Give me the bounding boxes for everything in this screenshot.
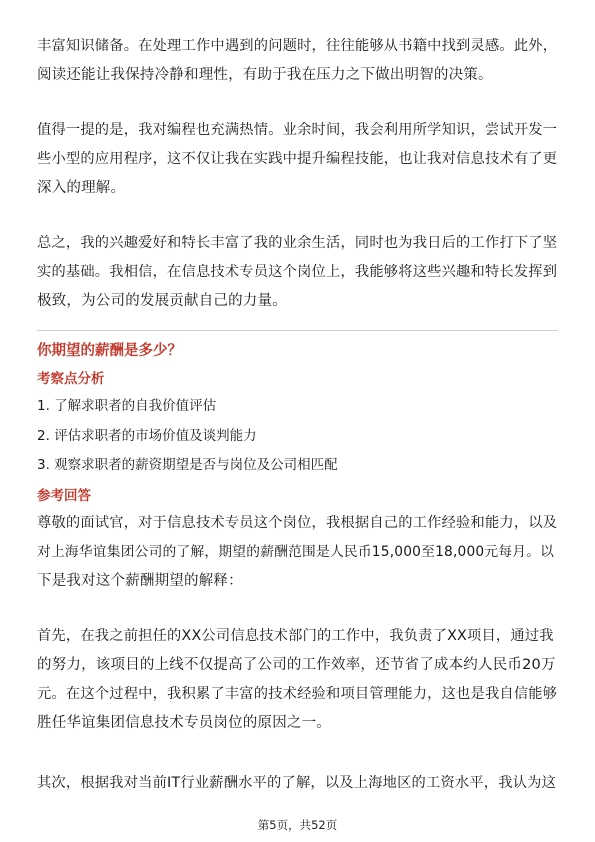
analysis-item: 1. 了解求职者的自我价值评估 bbox=[37, 398, 217, 414]
section-divider bbox=[37, 330, 558, 331]
answer-heading: 参考回答 bbox=[37, 488, 91, 504]
paragraph-reading bbox=[37, 32, 562, 90]
text-line: 值得一提的是，我对编程也充满热情。业余时间，我会利用所学知识，尝试开发一 bbox=[37, 122, 558, 138]
answer-paragraph-intro bbox=[37, 509, 562, 596]
text-line: 胜任华谊集团信息技术专员岗位的原因之一。 bbox=[37, 715, 331, 731]
text-line: 深入的理解。 bbox=[37, 180, 126, 196]
paragraph-summary bbox=[37, 229, 562, 316]
text-line: 尊敬的面试官，对于信息技术专员这个岗位，我根据自己的工作经验和能力，以及 bbox=[37, 515, 558, 531]
text-line: 元。在这个过程中，我积累了丰富的技术经验和项目管理能力，这也是我自信能够 bbox=[37, 686, 558, 702]
text-line: 其次，根据我对当前IT行业薪酬水平的了解，以及上海地区的工资水平，我认为这 bbox=[37, 775, 557, 791]
text-line: 极致，为公司的发展贡献自己的力量。 bbox=[37, 293, 287, 309]
text-line: 下是我对这个薪酬期望的解释： bbox=[37, 573, 243, 589]
paragraph-programming bbox=[37, 116, 562, 203]
answer-paragraph-second bbox=[37, 769, 562, 798]
analysis-item: 2. 评估求职者的市场价值及谈判能力 bbox=[37, 428, 257, 444]
answer-paragraph-first bbox=[37, 622, 562, 738]
analysis-item: 3. 观察求职者的薪资期望是否与岗位及公司相匹配 bbox=[37, 457, 338, 473]
analysis-heading: 考察点分析 bbox=[37, 371, 105, 387]
text-line: 首先，在我之前担任的XX公司信息技术部门的工作中，我负责了XX项目，通过我 bbox=[37, 628, 554, 644]
text-line: 些小型的应用程序，这不仅让我在实践中提升编程技能，也让我对信息技术有了更 bbox=[37, 151, 558, 167]
text-line: 对上海华谊集团公司的了解，期望的薪酬范围是人民币15,000至18,000元每月。以 bbox=[37, 544, 555, 560]
text-line: 总之，我的兴趣爱好和特长丰富了我的业余生活，同时也为我日后的工作打下了坚 bbox=[37, 235, 558, 251]
page-number-footer: 第5页，共52页 bbox=[257, 818, 338, 832]
text-line: 丰富知识储备。在处理工作中遇到的问题时，往往能够从书籍中找到灵感。此外， bbox=[37, 38, 558, 54]
text-line: 实的基础。我相信，在信息技术专员这个岗位上，我能够将这些兴趣和特长发挥到 bbox=[37, 264, 558, 280]
question-title: 你期望的薪酬是多少？ bbox=[37, 343, 182, 359]
text-line: 的努力，该项目的上线不仅提高了公司的工作效率，还节省了成本约人民币20万 bbox=[37, 657, 556, 673]
text-line: 阅读还能让我保持冷静和理性，有助于我在压力之下做出明智的决策。 bbox=[37, 67, 493, 83]
